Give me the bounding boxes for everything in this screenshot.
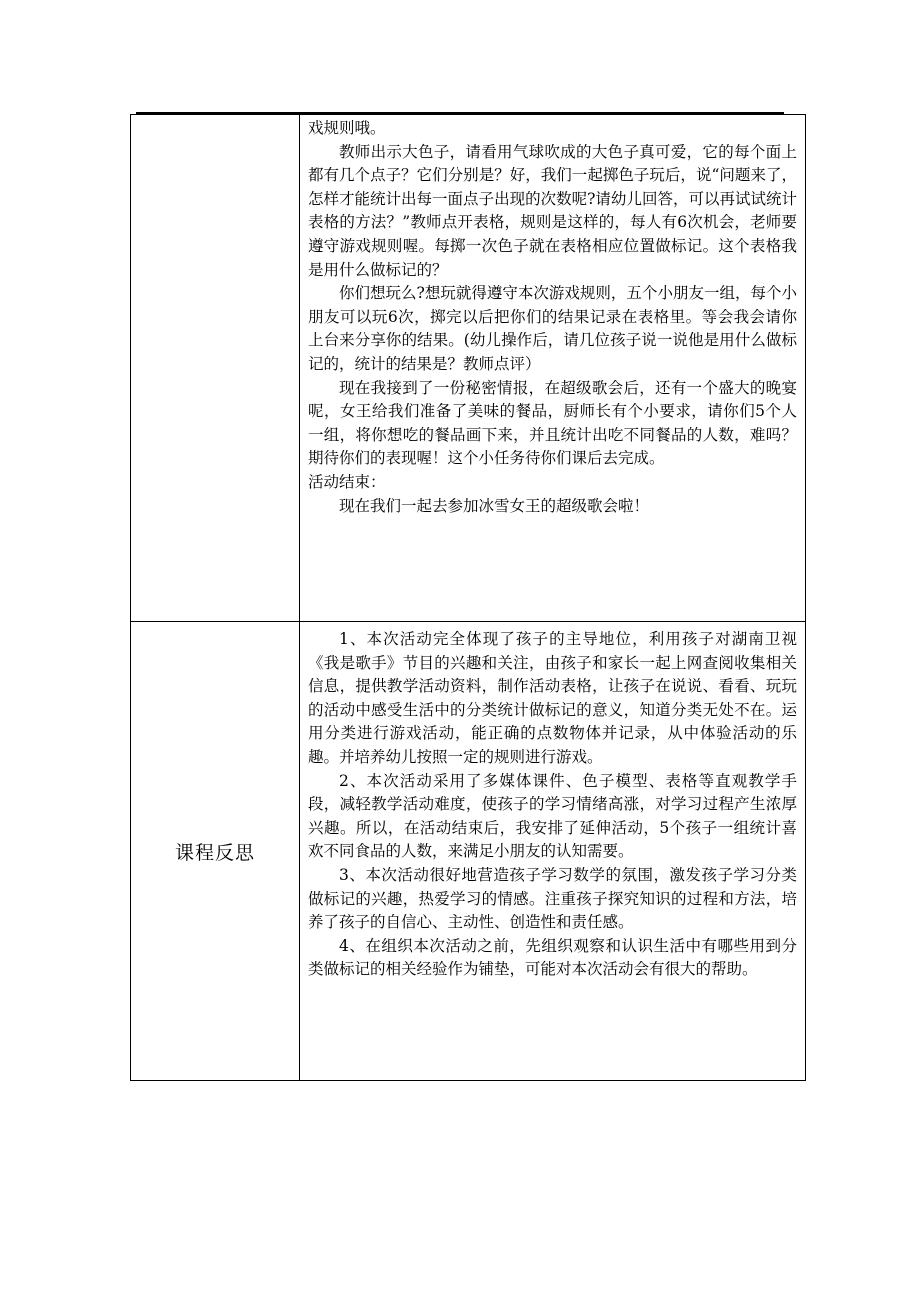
paragraph: 活动结束：	[308, 472, 386, 491]
paragraph: 1、本次活动完全体现了孩子的主导地位，利用孩子对湖南卫视《我是歌手》节目的兴趣和关注，由孩子和家长一起上网查阅收集相关信息，提供教学活动资料，制作活动表格，让孩子在说说、看看、玩玩的活动中感受生活中的分类统计做标记的意义，知道分类无处不在。运用分类进行游戏活动，能正确的点数物体并记录，从中体验活动的乐趣。并培养幼儿按照一定的规则进行游戏。	[308, 630, 797, 766]
reflection-content	[300, 622, 805, 1080]
activity-row	[131, 115, 806, 622]
lesson-table	[130, 114, 806, 1081]
paragraph: 现在我接到了一份秘密情报，在超级歌会后，还有一个盛大的晚宴呢，女王给我们准备了美味的餐品，厨师长有个小要求，请你们5个人一组，将你想吃的餐品画下来，并且统计出吃不同餐品的人数，难吗？期待你们的表现喔！这个小任务待你们课后去完成。	[308, 378, 797, 468]
reflection-label-cell	[131, 622, 300, 1081]
paragraph: 戏规则哦。	[308, 119, 386, 137]
reflection-row-label: 课程反思	[174, 841, 255, 864]
reflection-content-cell	[300, 622, 806, 1081]
paragraph: 3、本次活动很好地营造孩子学习数学的氛围，激发孩子学习分类做标记的兴趣，热爱学习的情感。注重孩子探究知识的过程和方法，培养了孩子的自信心、主动性、创造性和责任感。	[308, 865, 797, 932]
paragraph: 4、在组织本次活动之前，先组织观察和认识生活中有哪些用到分类做标记的相关经验作为铺垫，可能对本次活动会有很大的帮助。	[308, 936, 797, 979]
paragraph: 你们想玩么?想玩就得遵守本次游戏规则，五个小朋友一组，每个小朋友可以玩6次，掷完以后把你们的结果记录在表格里。等会我会请你上台来分享你的结果。(幼儿操作后，请几位孩子说一说他是用什么做标记的，统计的结果是？教师点评）	[308, 284, 797, 373]
activity-content	[300, 115, 805, 621]
paragraph: 教师出示大色子，请看用气球吹成的大色子真可爱，它的每个面上都有几个点子？它们分别是？好，我们一起掷色子玩后，说“问题来了，怎样才能统计出每一面点子出现的次数呢?请幼儿回答，可以再试试统计表格的方法？”教师点开表格，规则是这样的，每人有6次机会，老师要遵守游戏规则喔。每掷一次色子就在表格相应位置做标记。这个表格我是用什么做标记的？	[308, 142, 797, 279]
reflection-row	[131, 622, 806, 1081]
activity-content-cell	[300, 115, 806, 622]
activity-label-cell	[131, 115, 300, 622]
paragraph: 2、本次活动采用了多媒体课件、色子模型、表格等直观教学手段，减轻教学活动难度，使孩子的学习情绪高涨，对学习过程产生浓厚兴趣。所以，在活动结束后，我安排了延伸活动，5个孩子一组统计喜欢不同食品的人数，来满足小朋友的认知需要。	[308, 771, 797, 861]
paragraph: 现在我们一起去参加冰雪女王的超级歌会啦！	[339, 496, 650, 515]
